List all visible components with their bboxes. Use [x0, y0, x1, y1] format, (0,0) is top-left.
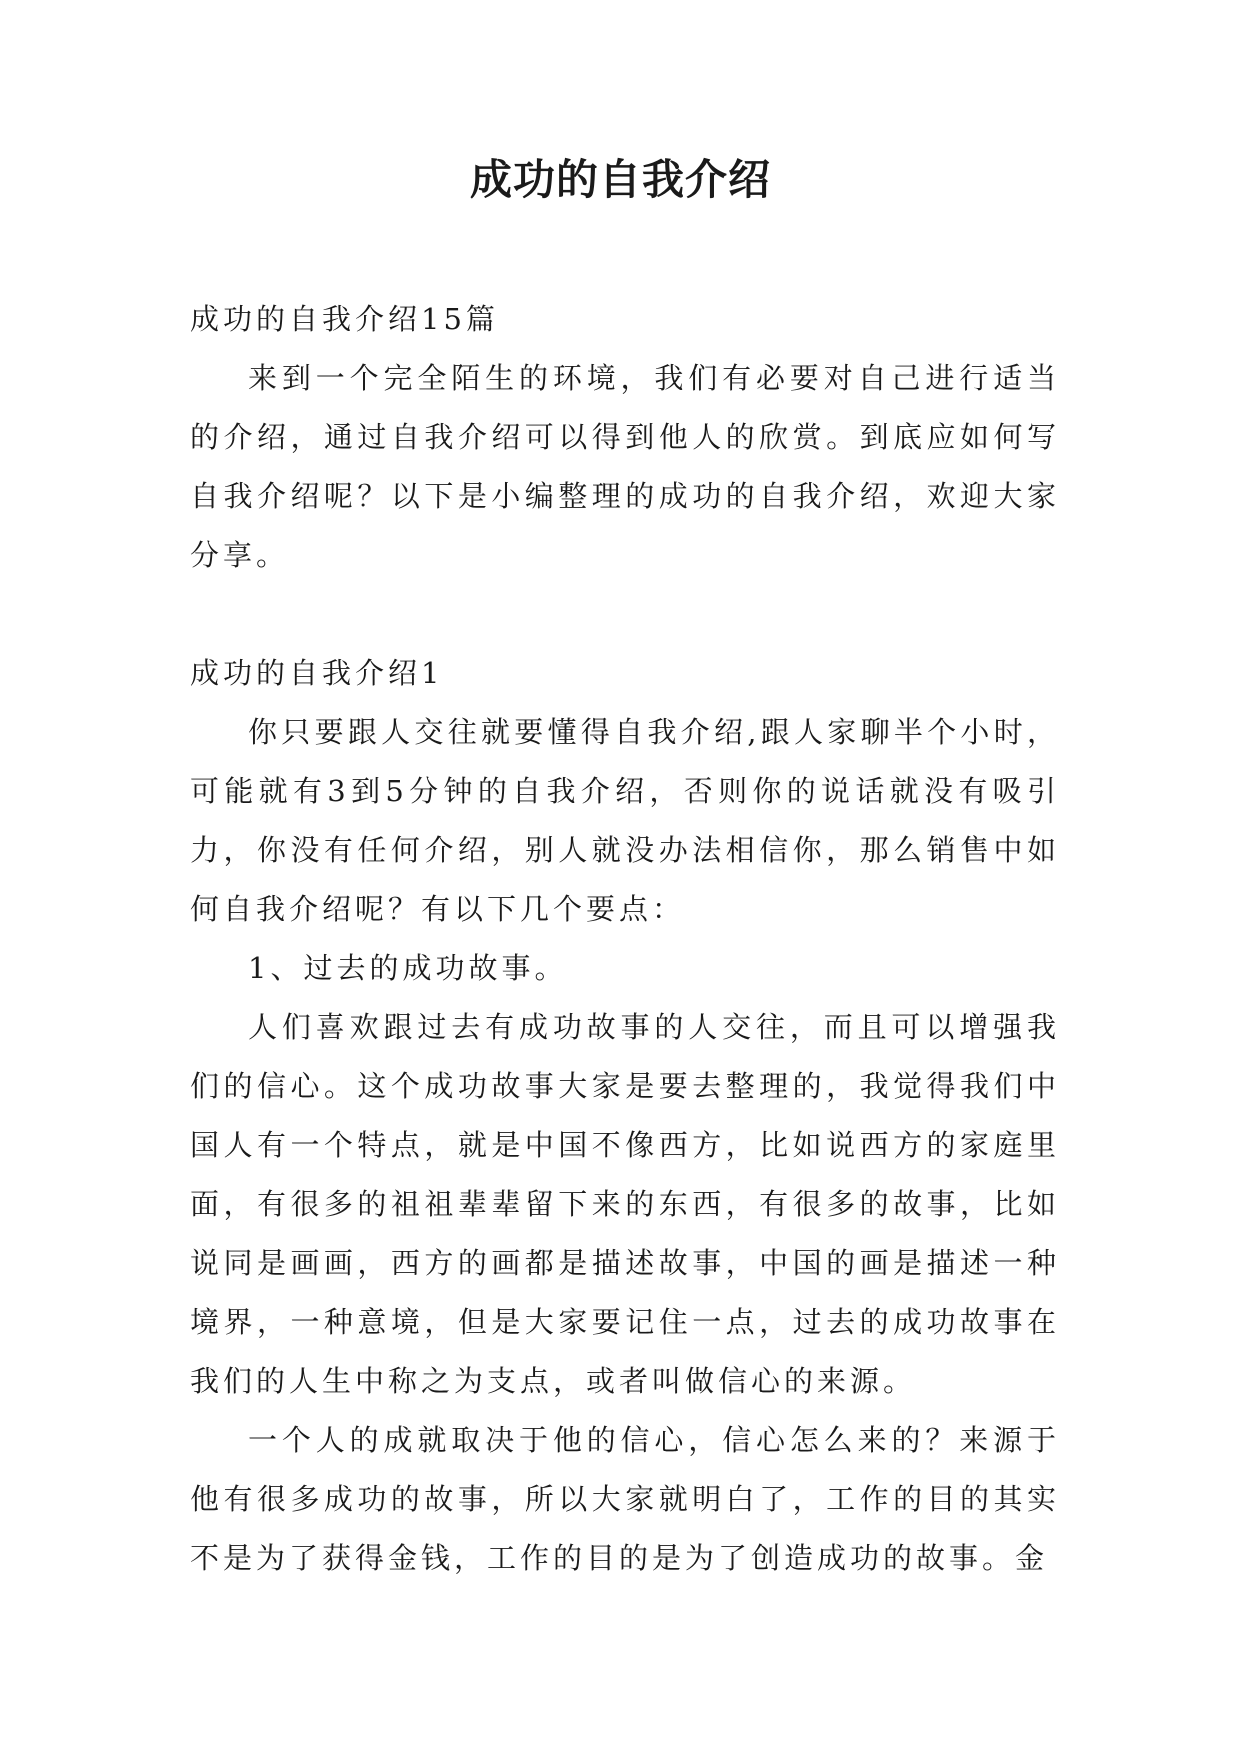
document-body [190, 290, 1060, 1588]
document-title: 成功的自我介绍 [469, 155, 771, 204]
intro-paragraph: 来到一个完全陌生的环境，我们有必要对自己进行适当的介绍，通过自我介绍可以得到他人的欣赏。到底应如何写自我介绍呢？以下是小编整理的成功的自我介绍，欢迎大家分享。 [190, 361, 1060, 572]
subtitle: 成功的自我介绍15篇 [190, 302, 499, 336]
paragraph: 人们喜欢跟过去有成功故事的人交往，而且可以增强我们的信心。这个成功故事大家是要去整理的，我觉得我们中国人有一个特点，就是中国不像西方，比如说西方的家庭里面，有很多的祖祖辈辈留下来的东西，有很多的故事，比如说同是画画，西方的画都是描述故事，中国的画是描述一种境界，一种意境，但是大家要记住一点，过去的成功故事在我们的人生中称之为支点，或者叫做信心的来源。 [190, 1010, 1060, 1398]
section-heading: 成功的自我介绍1 [190, 656, 444, 690]
paragraph: 你只要跟人交往就要懂得自我介绍,跟人家聊半个小时，可能就有3到5分钟的自我介绍，否则你的说话就没有吸引力，你没有任何介绍，别人就没办法相信你，那么销售中如何自我介绍呢？有以下几个要点： [190, 715, 1060, 926]
list-point: 1、过去的成功故事。 [248, 951, 568, 985]
section-spacer [190, 585, 1060, 644]
paragraph: 一个人的成就取决于他的信心，信心怎么来的？来源于他有很多成功的故事，所以大家就明白了，工作的目的其实不是为了获得金钱，工作的目的是为了创造成功的故事。金 [190, 1423, 1060, 1575]
